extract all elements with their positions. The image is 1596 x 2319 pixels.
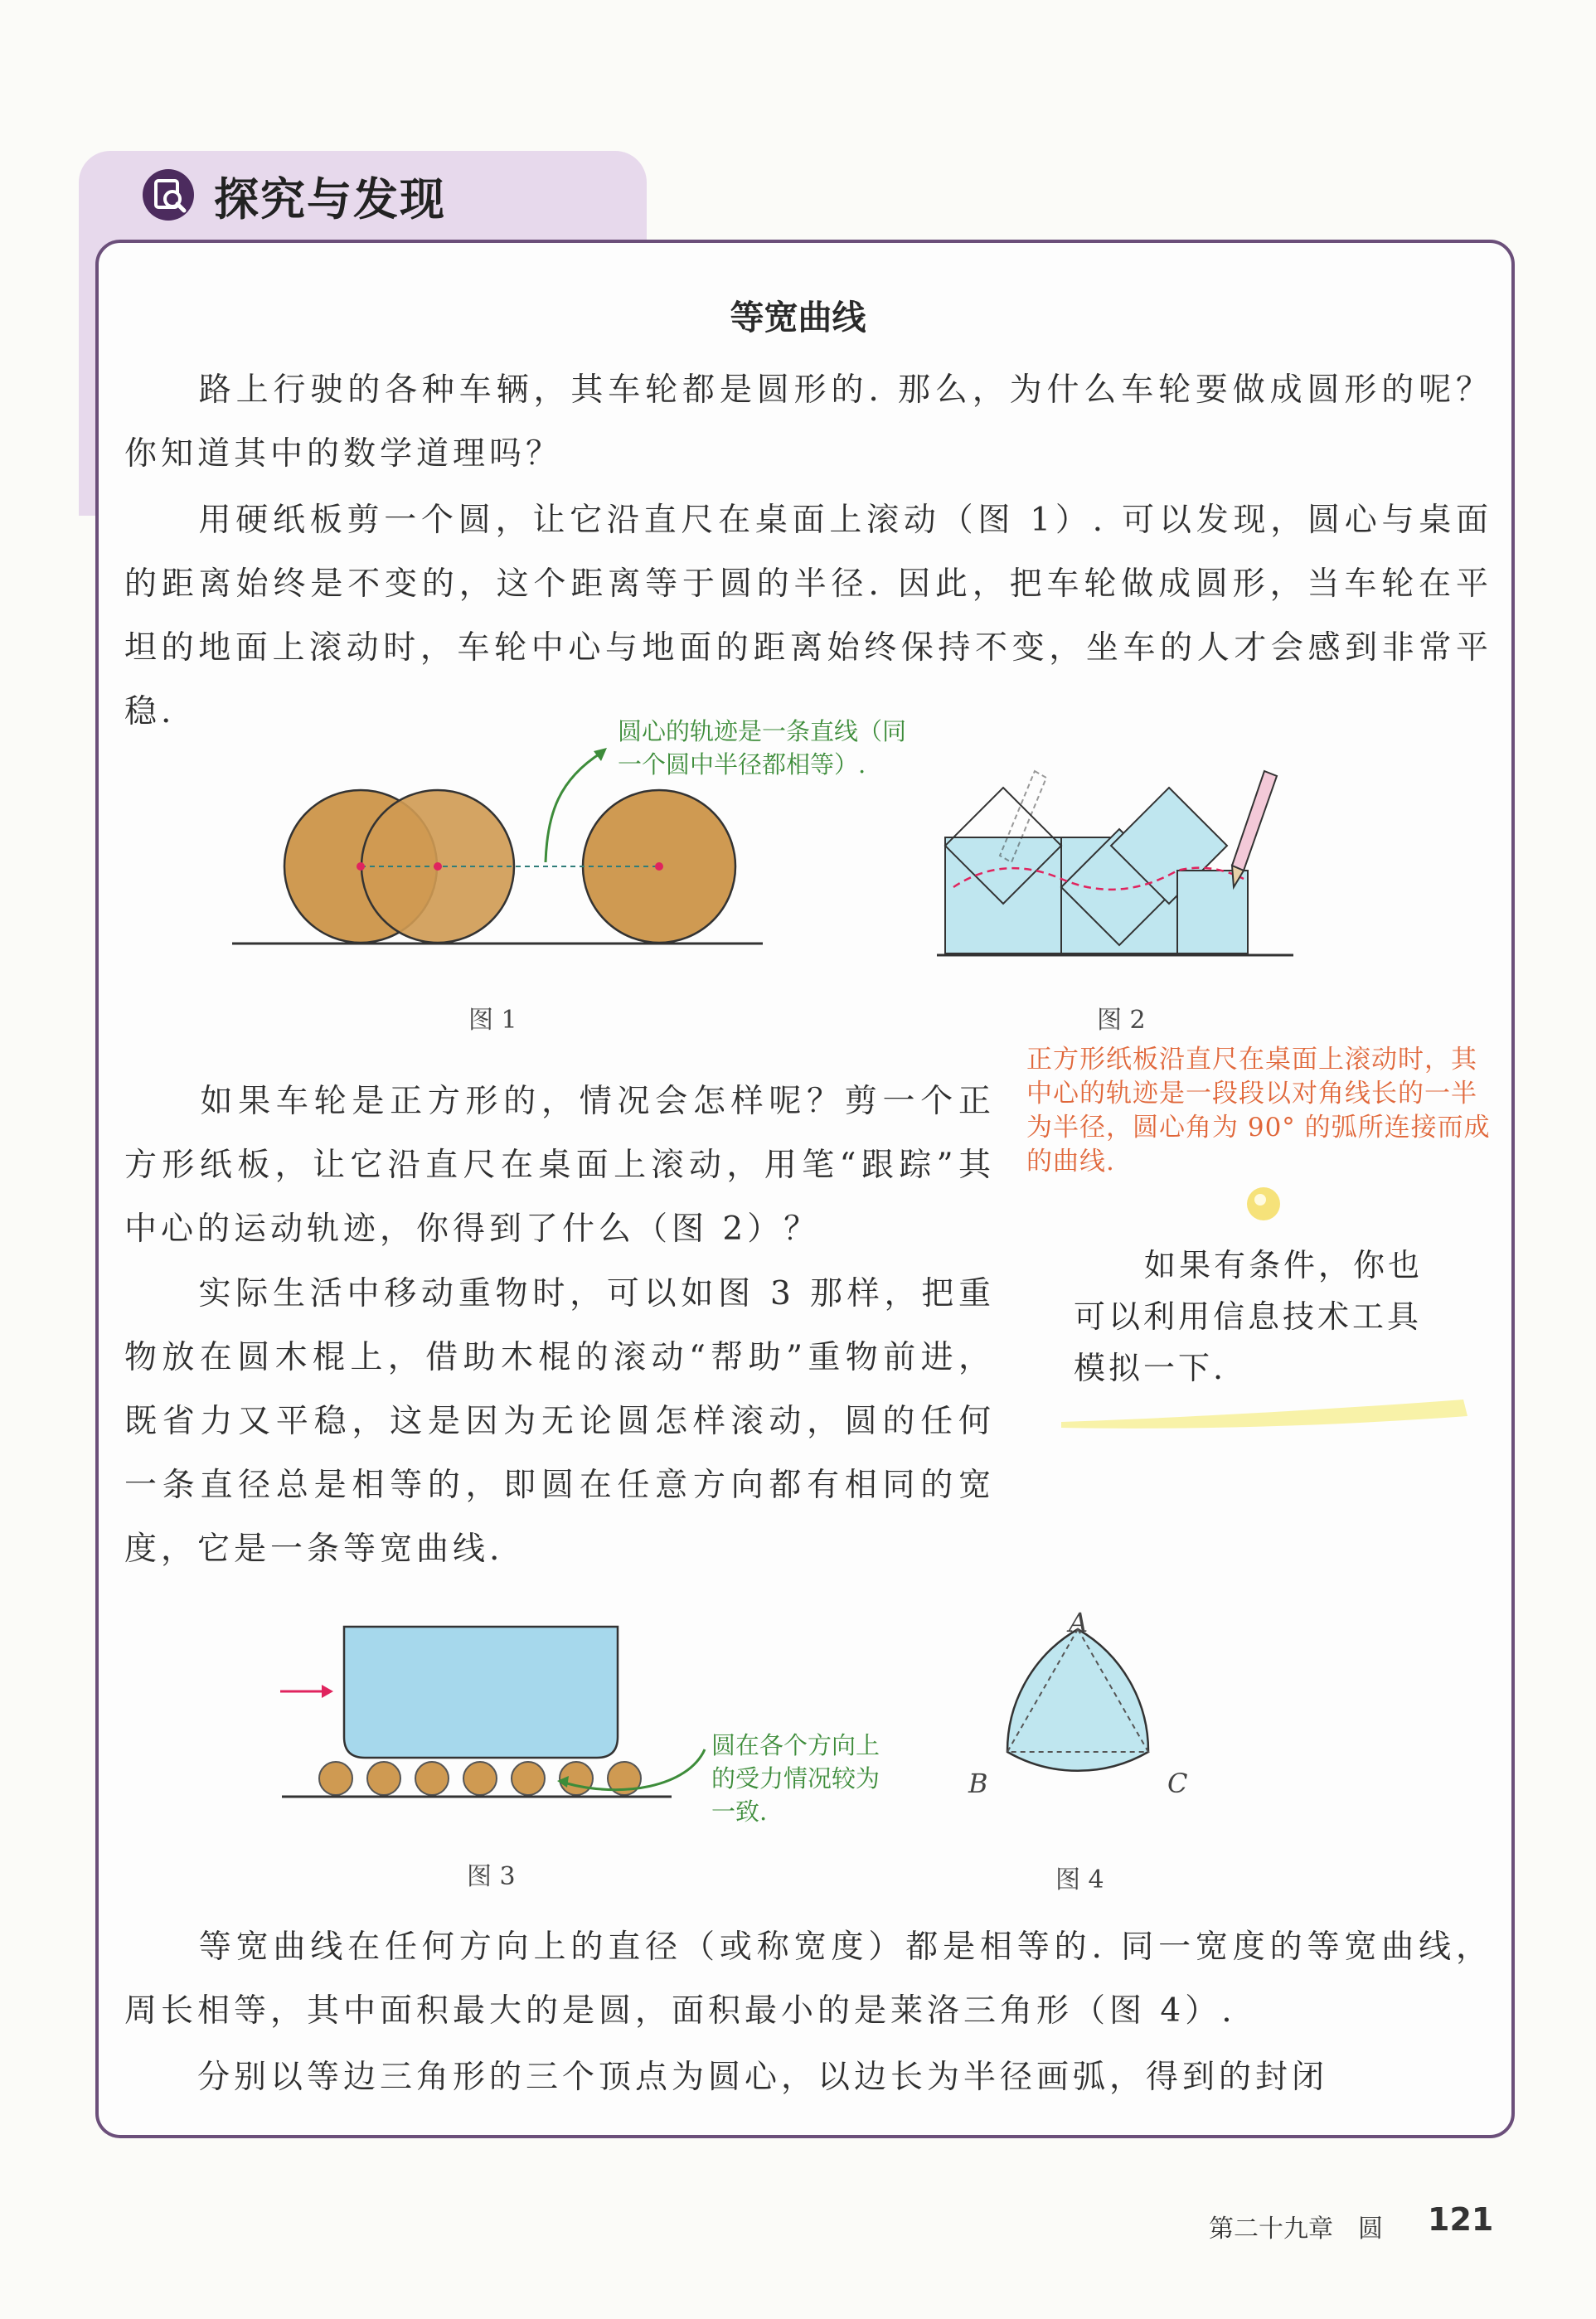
caption-fig2: 图 2 — [1097, 1006, 1146, 1035]
caption-fig4: 图 4 — [1055, 1865, 1104, 1894]
figure-2 — [937, 763, 1310, 970]
fig1-note-line-1: 圆心的轨迹是一条直线（同 — [618, 717, 907, 745]
paragraph-2: 用硬纸板剪一个圆，让它沿直尺在桌面上滚动（图 1）. 可以发现，圆心与桌面的距离始终是不变的，这个距离等于圆的半径. 因此，把车轮做成圆形，当车轮在平坦的地面上滚动时，车轮中心与地面的距离始终保持不变，坐车的人才会感到非常平稳. — [124, 502, 1492, 730]
tip-line-1: 如果有条件，你也 — [1144, 1247, 1424, 1283]
reuleaux-triangle — [1007, 1629, 1148, 1771]
label-c: C — [1167, 1768, 1188, 1799]
page-number: 121 — [1428, 2201, 1494, 2238]
paragraph-6: 分别以等边三角形的三个顶点为圆心，以边长为半径画弧，得到的封闭 — [124, 2059, 1329, 2096]
article-heading: 等宽曲线 — [730, 298, 866, 337]
tip-line-2: 可以利用信息技术工具 — [1074, 1298, 1423, 1335]
paragraph-5: 等宽曲线在任何方向上的直径（或称宽度）都是相等的. 同一宽度的等宽曲线，周长相等，其中面积最大的是圆，面积最小的是莱洛三角形（图 4）. — [124, 1928, 1492, 2030]
bulb-icon — [1244, 1184, 1283, 1224]
paragraph-1: 路上行驶的各种车辆，其车轮都是圆形的. 那么，为什么车轮要做成圆形的呢？你知道其中的数学道理吗？ — [124, 371, 1492, 473]
fig3-note-line-3: 一致. — [711, 1797, 768, 1826]
fig1-note-line-2: 一个圆中半径都相等）. — [618, 750, 866, 779]
center-1 — [357, 862, 365, 871]
pencil-icon — [1232, 771, 1277, 887]
label-a: A — [1069, 1607, 1089, 1638]
rollers — [319, 1762, 641, 1795]
tip-line-3: 模拟一下. — [1074, 1350, 1227, 1386]
magnifier-icon — [143, 169, 194, 221]
fig3-note-line-1: 圆在各个方向上 — [711, 1731, 880, 1759]
paragraph-4: 实际生活中移动重物时，可以如图 3 那样，把重物放在圆木棍上，借助木棍的滚动“帮助”重物前进，既省力又平稳，这是因为无论圆怎样滚动，圆的任何一条直径总是相等的，即圆在任意方向都有相同的宽度，它是一条等宽曲线. — [124, 1275, 995, 1568]
fig2-note: 正方形纸板沿直尺在桌面上滚动时，其中心的轨迹是一段段以对角线长的一半为半径，圆心角为 90° 的弧所连接而成的曲线. — [1026, 1045, 1491, 1176]
highlight-stroke — [1057, 1393, 1472, 1434]
fig3-note-line-2: 的受力情况较为 — [711, 1764, 880, 1793]
paragraph-3: 如果车轮是正方形的，情况会怎样呢？剪一个正方形纸板，让它沿直尺在桌面上滚动，用笔“跟踪”其中心的运动轨迹，你得到了什么（图 2）？ — [124, 1083, 995, 1248]
footer-chapter: 第二十九章 圆 — [1209, 2215, 1383, 2244]
caption-fig3: 图 3 — [467, 1862, 516, 1891]
label-b: B — [968, 1768, 988, 1799]
figure-3 — [274, 1617, 788, 1807]
caption-fig1: 图 1 — [468, 1006, 517, 1035]
section-title: 探究与发现 — [214, 173, 446, 226]
center-3 — [655, 862, 663, 871]
center-2 — [434, 862, 442, 871]
